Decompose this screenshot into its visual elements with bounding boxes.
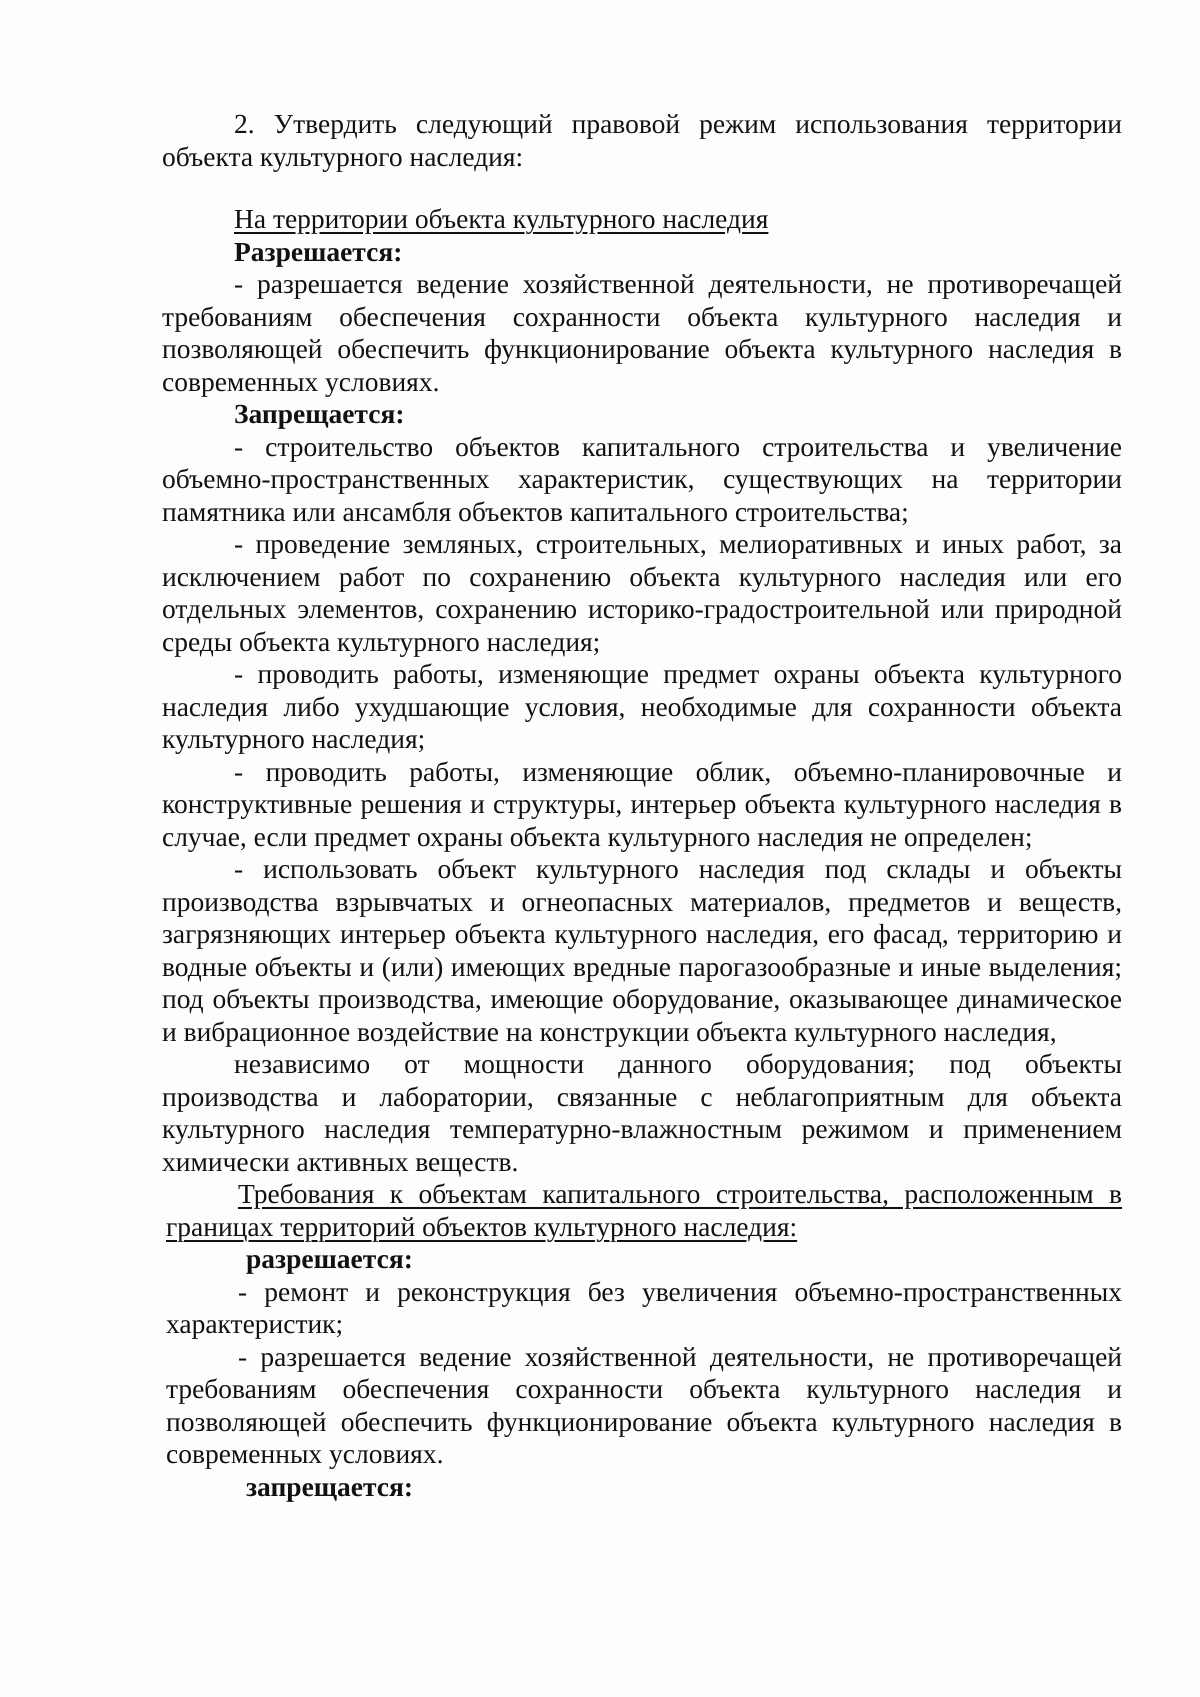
forbidden-item-2: - проведение земляных, строительных, мелиоративных и иных работ, за исключением работ по сохранению объекта культурного наследия или его отдельных элементов, сохранению историко-градостроительной или природной среды объекта культурного наследия; [162,528,1122,657]
forbidden-item-5-continued: независимо от мощности данного оборудования; под объекты производства и лаборатории, связанные с неблагоприятным для объекта культурного наследия температурно-влажностным режимом и применением химически активных веществ. [162,1048,1122,1177]
req-allowed-item-2: - разрешается ведение хозяйственной деятельности, не противоречащей требованиям обеспечения сохранности объекта культурного наследия и позволяющей обеспечить функционирование объекта культурного наследия в современных условиях. [166,1340,1122,1469]
paragraph-gap [162,173,1122,203]
forbidden-item-4: - проводить работы, изменяющие облик, объемно-планировочные и конструктивные решения и структуры, интерьер объекта культурного наследия в случае, если предмет охраны объекта культурного наследия не определен; [162,755,1122,852]
forbidden-item-1: - строительство объектов капитального строительства и увеличение объемно-пространственных характеристик, существующих на территории памятника или ансамбля объектов капитального строительства; [162,430,1122,527]
requirements-heading [166,1178,1122,1243]
requirements-heading-text: Требования к объектам капитального строительства, расположенным в границах территорий объектов культурного наследия: [166,1178,1122,1242]
req-allowed-item-1: - ремонт и реконструкция без увеличения объемно-пространственных характеристик; [166,1275,1122,1339]
document-body [162,108,1122,1503]
req-allowed-label: разрешается: [246,1243,413,1274]
allowed-item-1: - разрешается ведение хозяйственной деятельности, не противоречащей требованиям обеспечения сохранности объекта культурного наследия и позволяющей обеспечить функционирование объекта культурного наследия в современных условиях. [162,268,1122,397]
req-forbidden-label: запрещается: [246,1470,414,1502]
forbidden-label: Запрещается: [234,398,405,429]
territory-heading [162,203,1122,236]
intro-paragraph: 2. Утвердить следующий правовой режим использования территории объекта культурного наследия: [162,108,1122,172]
allowed-label: Разрешается: [234,235,403,267]
requirements-section [162,1178,1122,1503]
forbidden-item-3: - проводить работы, изменяющие предмет охраны объекта культурного наследия либо ухудшающие условия, необходимые для сохранности объекта культурного наследия; [162,658,1122,754]
territory-heading-text: На территории объекта культурного наследия [234,203,769,234]
forbidden-item-5: - использовать объект культурного наследия под склады и объекты производства взрывчатых и огнеопасных материалов, предметов и веществ, загрязняющих интерьер объекта культурного наследия, его фасад, территорию и водные объекты и (или) имеющих вредные парогазообразные и иные выделения; под объекты производства, имеющие оборудование, оказывающее динамическое и вибрационное воздействие на конструкции объекта культурного наследия, [162,853,1122,1047]
